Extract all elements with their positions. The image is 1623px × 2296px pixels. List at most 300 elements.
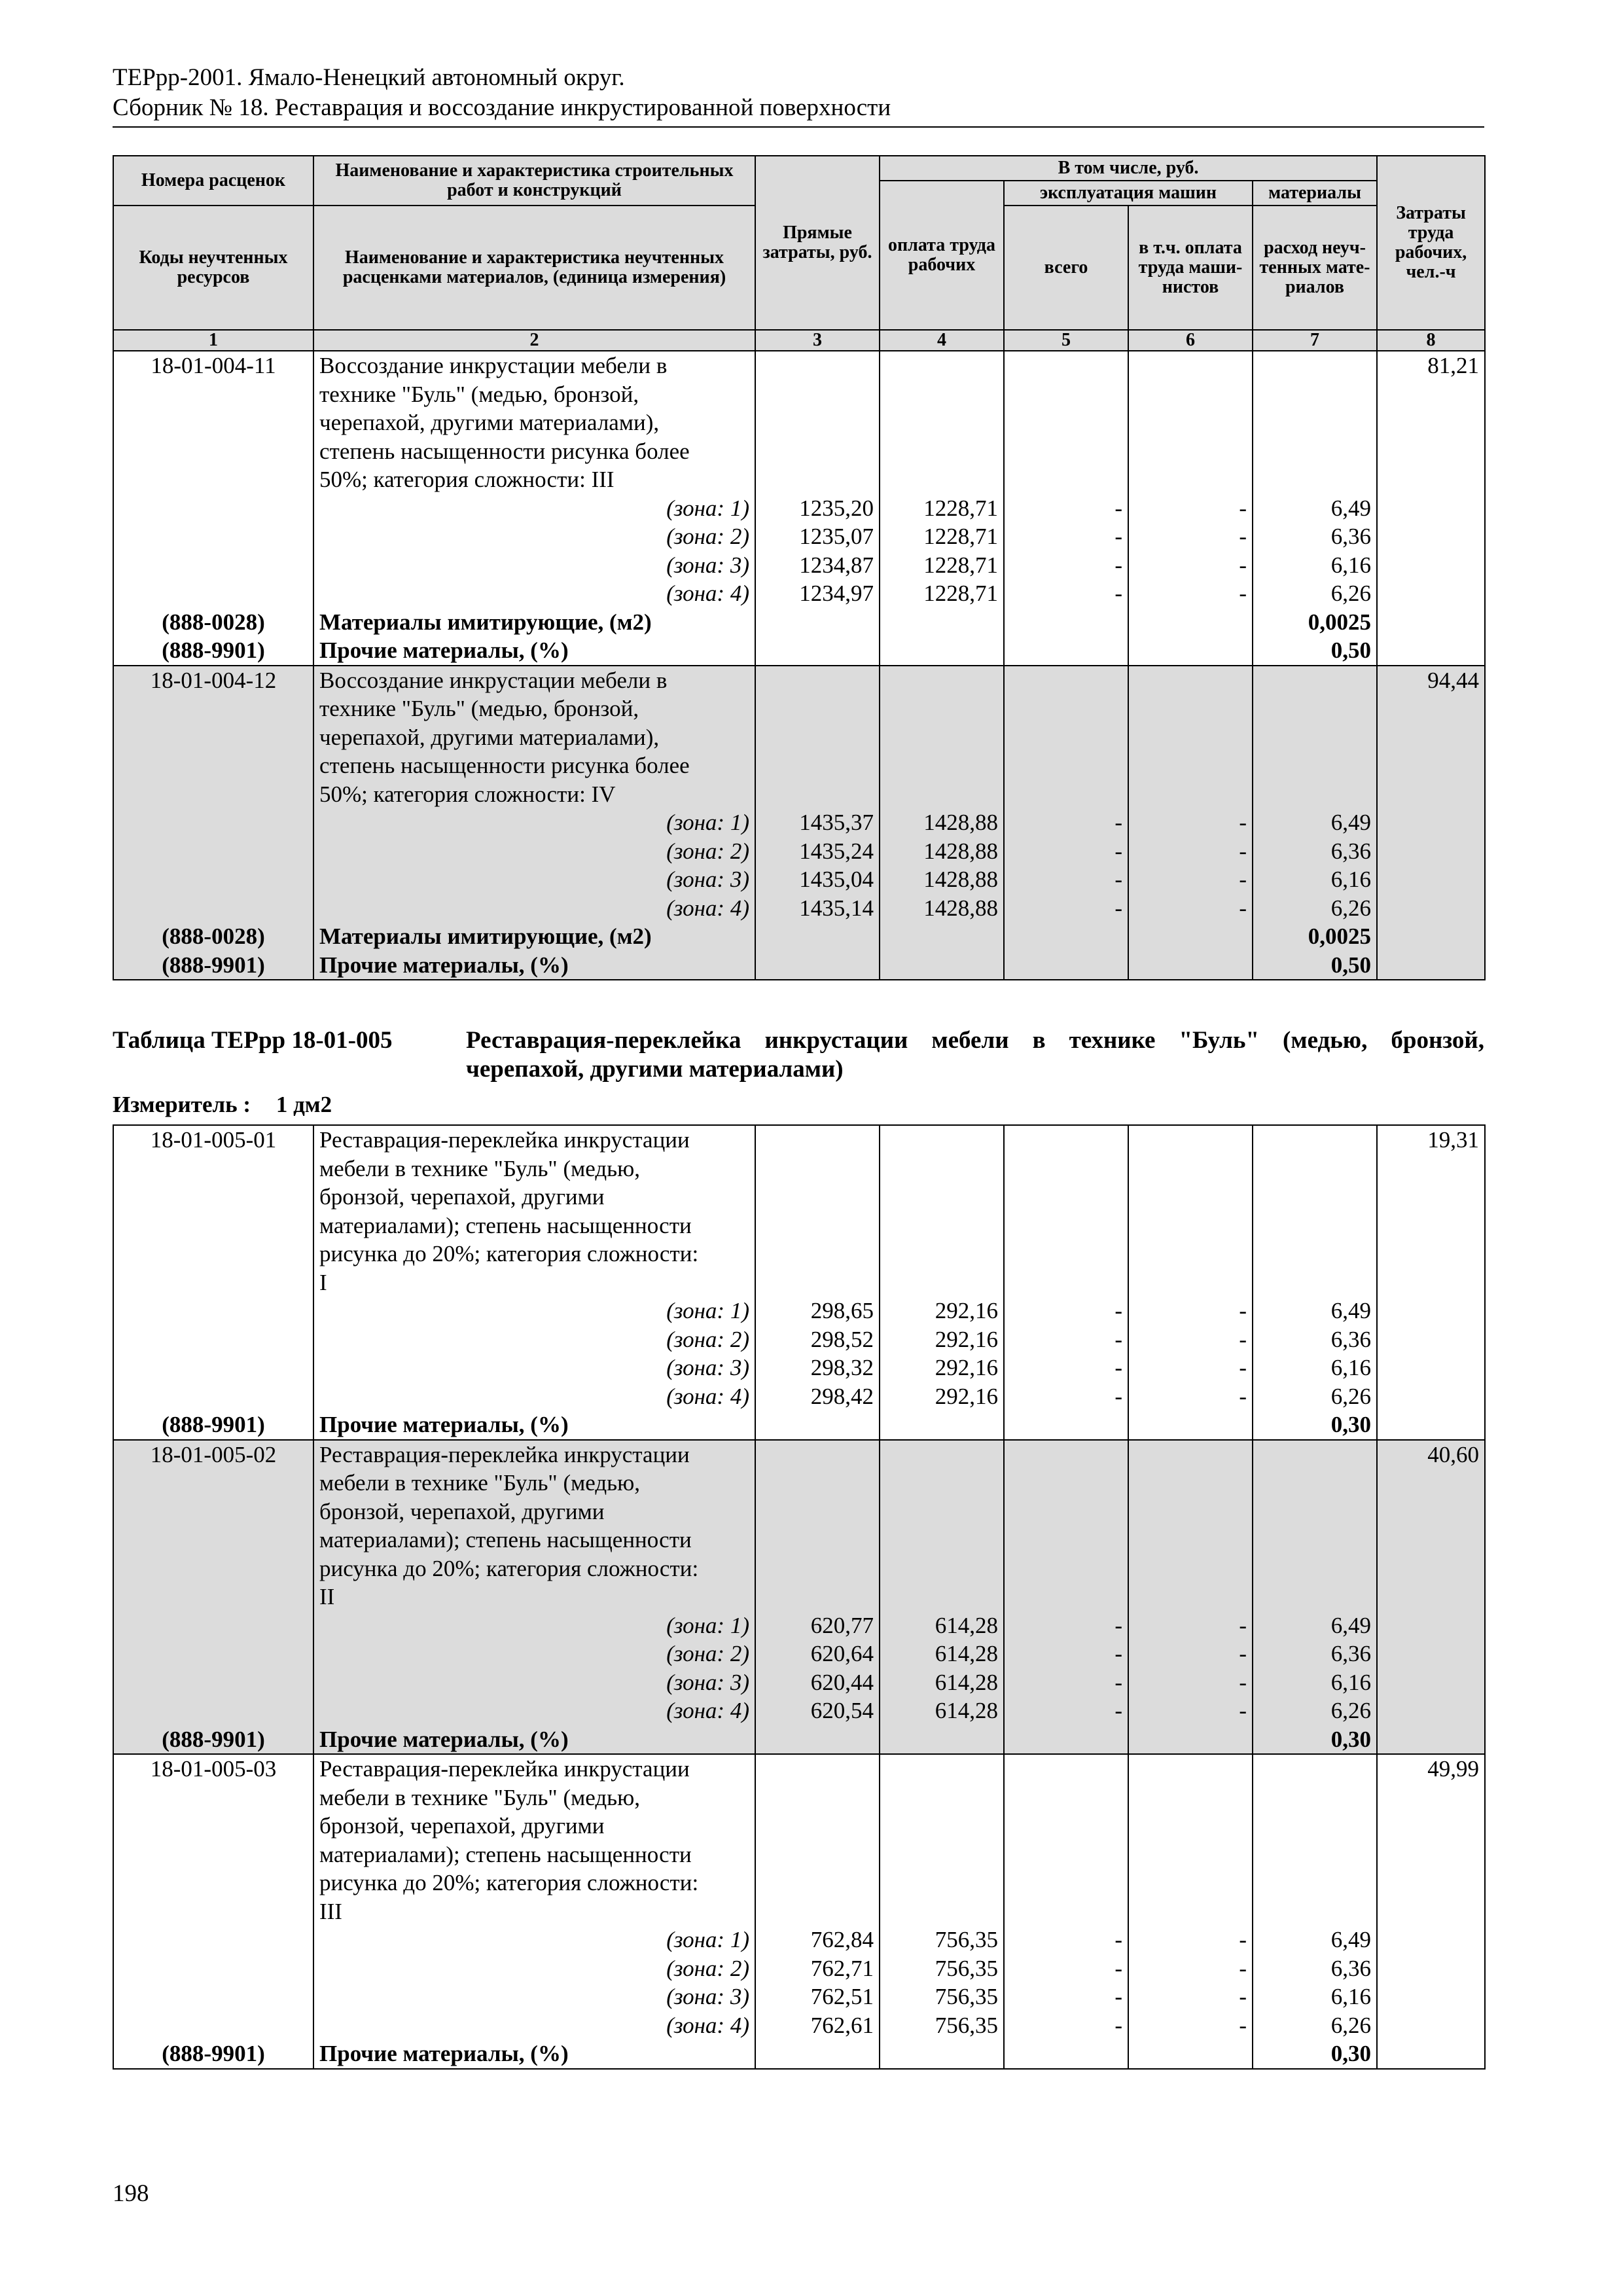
labor-pay xyxy=(880,780,1004,809)
rate-code xyxy=(113,808,313,837)
resource-name: Прочие материалы, (%) xyxy=(313,636,755,666)
rate-code xyxy=(113,1382,313,1411)
resource-name: Прочие материалы, (%) xyxy=(313,951,755,980)
labor-hours: 19,31 xyxy=(1377,1125,1485,1155)
table-row xyxy=(113,1268,1485,1297)
rate-description: черепахой, другими материалами), xyxy=(313,723,755,752)
machines-labor xyxy=(1128,951,1253,980)
machines-labor: - xyxy=(1128,1668,1253,1697)
rate-code xyxy=(113,1554,313,1583)
direct-cost xyxy=(755,1725,880,1755)
table-row xyxy=(113,837,1485,866)
zone-label: (зона: 4) xyxy=(313,1382,755,1411)
rate-code xyxy=(113,408,313,437)
materials: 6,26 xyxy=(1253,1382,1377,1411)
rate-code xyxy=(113,1498,313,1526)
direct-cost: 762,71 xyxy=(755,1954,880,1983)
rate-code xyxy=(113,837,313,866)
machines-labor: - xyxy=(1128,837,1253,866)
machines-labor xyxy=(1128,608,1253,637)
zone-label: (зона: 1) xyxy=(313,808,755,837)
col-head-rashod: расход неуч-тенных мате-риалов xyxy=(1253,206,1377,330)
labor-hours: 49,99 xyxy=(1377,1754,1485,1784)
labor-pay: 614,28 xyxy=(880,1640,1004,1668)
machines-total: - xyxy=(1004,894,1128,923)
direct-cost: 1235,20 xyxy=(755,494,880,523)
materials: 6,49 xyxy=(1253,1297,1377,1325)
table-row xyxy=(113,1325,1485,1354)
rate-description: технике "Буль" (медью, бронзой, xyxy=(313,380,755,409)
labor-pay xyxy=(880,465,1004,494)
header-line-1: ТЕРрр-2001. Ямало-Ненецкий автономный округ. xyxy=(113,64,625,91)
direct-cost xyxy=(755,751,880,780)
machines-total xyxy=(1004,780,1128,809)
direct-cost: 1435,37 xyxy=(755,808,880,837)
rate-code xyxy=(113,723,313,752)
table-row xyxy=(113,579,1485,608)
rate-description: рисунка до 20%; категория сложности: xyxy=(313,1869,755,1897)
rate-code xyxy=(113,437,313,466)
materials: 6,26 xyxy=(1253,2011,1377,2040)
zone-label: (зона: 3) xyxy=(313,865,755,894)
page-number: 198 xyxy=(113,2180,149,2207)
labor-hours xyxy=(1377,780,1485,809)
direct-cost xyxy=(755,1183,880,1211)
labor-hours xyxy=(1377,865,1485,894)
table-row xyxy=(113,1583,1485,1611)
machines-total xyxy=(1004,1897,1128,1926)
labor-pay xyxy=(880,1784,1004,1812)
machines-total xyxy=(1004,1498,1128,1526)
table-row xyxy=(113,1526,1485,1554)
machines-total xyxy=(1004,1268,1128,1297)
machines-total xyxy=(1004,723,1128,752)
table-row xyxy=(113,636,1485,666)
machines-labor: - xyxy=(1128,1382,1253,1411)
machines-labor: - xyxy=(1128,865,1253,894)
rate-description: III xyxy=(313,1897,755,1926)
rate-description: бронзой, черепахой, другими xyxy=(313,1498,755,1526)
labor-hours xyxy=(1377,608,1485,637)
zone-label: (зона: 1) xyxy=(313,494,755,523)
direct-cost xyxy=(755,1211,880,1240)
labor-pay xyxy=(880,1526,1004,1554)
labor-hours xyxy=(1377,1211,1485,1240)
machines-labor: - xyxy=(1128,1611,1253,1640)
zone-label: (зона: 1) xyxy=(313,1611,755,1640)
table-row xyxy=(113,865,1485,894)
rate-code xyxy=(113,1325,313,1354)
col-number: 5 xyxy=(1004,330,1128,351)
direct-cost xyxy=(755,1897,880,1926)
machines-labor xyxy=(1128,1554,1253,1583)
labor-pay xyxy=(880,380,1004,409)
materials: 6,49 xyxy=(1253,494,1377,523)
labor-pay xyxy=(880,1155,1004,1183)
table-row xyxy=(113,1754,1485,1784)
materials: 6,26 xyxy=(1253,579,1377,608)
table-row xyxy=(113,1297,1485,1325)
table-row xyxy=(113,1354,1485,1382)
direct-cost xyxy=(755,1268,880,1297)
zone-label: (зона: 1) xyxy=(313,1297,755,1325)
labor-pay xyxy=(880,408,1004,437)
direct-cost xyxy=(755,1784,880,1812)
col-head-naim2: Наименование и характеристика неучтенных расценками материалов, (единица измерения) xyxy=(313,206,755,330)
direct-cost xyxy=(755,1754,880,1784)
labor-pay: 292,16 xyxy=(880,1297,1004,1325)
rate-description: Реставрация-переклейка инкрустации xyxy=(313,1440,755,1469)
machines-labor xyxy=(1128,1725,1253,1755)
materials: 6,16 xyxy=(1253,1982,1377,2011)
rate-code xyxy=(113,1926,313,1954)
table-row xyxy=(113,1382,1485,1411)
direct-cost xyxy=(755,1440,880,1469)
col-head-oplata: оплата труда рабочих xyxy=(880,181,1004,330)
machines-labor: - xyxy=(1128,1325,1253,1354)
rate-code xyxy=(113,1211,313,1240)
direct-cost xyxy=(755,408,880,437)
labor-hours xyxy=(1377,2011,1485,2040)
table-row xyxy=(113,551,1485,580)
labor-hours xyxy=(1377,1382,1485,1411)
col-number: 6 xyxy=(1128,330,1253,351)
rate-description: Реставрация-переклейка инкрустации xyxy=(313,1125,755,1155)
zone-label: (зона: 3) xyxy=(313,1982,755,2011)
rate-code xyxy=(113,380,313,409)
labor-hours xyxy=(1377,1354,1485,1382)
labor-pay: 1228,71 xyxy=(880,579,1004,608)
direct-cost xyxy=(755,1554,880,1583)
machines-labor: - xyxy=(1128,1926,1253,1954)
materials xyxy=(1253,1583,1377,1611)
rate-code xyxy=(113,522,313,551)
direct-cost xyxy=(755,1410,880,1440)
direct-cost xyxy=(755,1583,880,1611)
measure-label: Измеритель : xyxy=(113,1092,251,1117)
machines-labor xyxy=(1128,1240,1253,1268)
rate-code xyxy=(113,1812,313,1840)
machines-total xyxy=(1004,1812,1128,1840)
table-row xyxy=(113,494,1485,523)
table-row xyxy=(113,351,1485,380)
labor-pay: 756,35 xyxy=(880,1982,1004,2011)
rate-description: рисунка до 20%; категория сложности: xyxy=(313,1240,755,1268)
rate-code xyxy=(113,1526,313,1554)
rate-code xyxy=(113,1784,313,1812)
machines-labor xyxy=(1128,1125,1253,1155)
machines-labor: - xyxy=(1128,808,1253,837)
table-row xyxy=(113,1125,1485,1155)
rate-code xyxy=(113,1897,313,1926)
machines-total xyxy=(1004,951,1128,980)
rate-code xyxy=(113,579,313,608)
table-row xyxy=(113,751,1485,780)
zone-label: (зона: 3) xyxy=(313,1354,755,1382)
machines-labor xyxy=(1128,666,1253,695)
direct-cost: 620,54 xyxy=(755,1696,880,1725)
table-row xyxy=(113,808,1485,837)
labor-hours xyxy=(1377,1668,1485,1697)
labor-pay: 1228,71 xyxy=(880,522,1004,551)
labor-hours: 81,21 xyxy=(1377,351,1485,380)
table-row xyxy=(113,1440,1485,1469)
table-row xyxy=(113,465,1485,494)
materials xyxy=(1253,1526,1377,1554)
resource-consumption: 0,30 xyxy=(1253,1410,1377,1440)
machines-total: - xyxy=(1004,494,1128,523)
direct-cost xyxy=(755,1526,880,1554)
materials xyxy=(1253,1498,1377,1526)
labor-hours xyxy=(1377,1325,1485,1354)
table-row xyxy=(113,408,1485,437)
col-head-ekspl: эксплуатация машин xyxy=(1004,181,1253,206)
labor-pay xyxy=(880,1897,1004,1926)
machines-labor xyxy=(1128,694,1253,723)
machines-labor: - xyxy=(1128,522,1253,551)
machines-total: - xyxy=(1004,1325,1128,1354)
direct-cost xyxy=(755,465,880,494)
rate-description: 50%; категория сложности: III xyxy=(313,465,755,494)
materials xyxy=(1253,1840,1377,1869)
machines-labor xyxy=(1128,723,1253,752)
rate-description: степень насыщенности рисунка более xyxy=(313,437,755,466)
rate-description: Воссоздание инкрустации мебели в xyxy=(313,351,755,380)
col-head-zatraty: Затраты труда рабочих, чел.-ч xyxy=(1377,156,1485,330)
machines-total xyxy=(1004,1554,1128,1583)
rate-code xyxy=(113,494,313,523)
zone-label: (зона: 2) xyxy=(313,522,755,551)
labor-pay xyxy=(880,1211,1004,1240)
machines-labor xyxy=(1128,1440,1253,1469)
machines-total xyxy=(1004,1440,1128,1469)
labor-pay xyxy=(880,1554,1004,1583)
machines-total xyxy=(1004,1240,1128,1268)
zone-label: (зона: 4) xyxy=(313,1696,755,1725)
machines-labor xyxy=(1128,780,1253,809)
labor-pay: 614,28 xyxy=(880,1696,1004,1725)
rate-description: материалами); степень насыщенности xyxy=(313,1211,755,1240)
rate-description: бронзой, черепахой, другими xyxy=(313,1183,755,1211)
machines-total xyxy=(1004,694,1128,723)
zone-label: (зона: 4) xyxy=(313,2011,755,2040)
labor-hours xyxy=(1377,751,1485,780)
machines-total: - xyxy=(1004,1640,1128,1668)
machines-labor xyxy=(1128,1840,1253,1869)
labor-hours xyxy=(1377,723,1485,752)
direct-cost xyxy=(755,694,880,723)
labor-hours xyxy=(1377,1784,1485,1812)
machines-labor xyxy=(1128,2039,1253,2069)
machines-total xyxy=(1004,1869,1128,1897)
materials xyxy=(1253,666,1377,695)
machines-labor xyxy=(1128,1155,1253,1183)
machines-total: - xyxy=(1004,2011,1128,2040)
labor-hours xyxy=(1377,551,1485,580)
labor-hours xyxy=(1377,1840,1485,1869)
resource-code: (888-0028) xyxy=(113,608,313,637)
materials xyxy=(1253,1268,1377,1297)
labor-hours xyxy=(1377,1926,1485,1954)
direct-cost xyxy=(755,380,880,409)
machines-total: - xyxy=(1004,1297,1128,1325)
col-number: 4 xyxy=(880,330,1004,351)
table-row xyxy=(113,951,1485,980)
machines-total xyxy=(1004,1754,1128,1784)
machines-labor xyxy=(1128,1784,1253,1812)
rate-code: 18-01-004-12 xyxy=(113,666,313,695)
labor-pay: 292,16 xyxy=(880,1382,1004,1411)
machines-labor: - xyxy=(1128,494,1253,523)
labor-hours xyxy=(1377,1498,1485,1526)
materials: 6,26 xyxy=(1253,1696,1377,1725)
direct-cost: 762,61 xyxy=(755,2011,880,2040)
rate-code xyxy=(113,894,313,923)
machines-labor xyxy=(1128,1211,1253,1240)
resource-code: (888-9901) xyxy=(113,2039,313,2069)
materials xyxy=(1253,408,1377,437)
labor-hours xyxy=(1377,1869,1485,1897)
machines-total xyxy=(1004,1469,1128,1498)
direct-cost: 1234,87 xyxy=(755,551,880,580)
table-row xyxy=(113,1498,1485,1526)
machines-total: - xyxy=(1004,865,1128,894)
materials xyxy=(1253,1897,1377,1926)
materials xyxy=(1253,1554,1377,1583)
direct-cost: 298,32 xyxy=(755,1354,880,1382)
machines-labor: - xyxy=(1128,2011,1253,2040)
materials: 6,16 xyxy=(1253,1354,1377,1382)
table-row xyxy=(113,780,1485,809)
direct-cost xyxy=(755,1240,880,1268)
direct-cost: 1234,97 xyxy=(755,579,880,608)
machines-total xyxy=(1004,608,1128,637)
table-row xyxy=(113,1668,1485,1697)
resource-code: (888-9901) xyxy=(113,951,313,980)
resource-code: (888-9901) xyxy=(113,1725,313,1755)
resource-name: Прочие материалы, (%) xyxy=(313,1410,755,1440)
direct-cost xyxy=(755,1125,880,1155)
materials xyxy=(1253,1183,1377,1211)
machines-total xyxy=(1004,1840,1128,1869)
resource-code: (888-9901) xyxy=(113,1410,313,1440)
resource-name: Прочие материалы, (%) xyxy=(313,2039,755,2069)
labor-pay xyxy=(880,1469,1004,1498)
machines-total: - xyxy=(1004,1982,1128,2011)
machines-labor xyxy=(1128,408,1253,437)
materials xyxy=(1253,751,1377,780)
labor-hours xyxy=(1377,579,1485,608)
labor-hours xyxy=(1377,1268,1485,1297)
table-row xyxy=(113,1696,1485,1725)
direct-cost: 1235,07 xyxy=(755,522,880,551)
materials xyxy=(1253,1211,1377,1240)
materials: 6,36 xyxy=(1253,522,1377,551)
rate-code xyxy=(113,1268,313,1297)
rate-code xyxy=(113,1183,313,1211)
materials xyxy=(1253,694,1377,723)
labor-pay xyxy=(880,351,1004,380)
materials xyxy=(1253,1155,1377,1183)
labor-hours xyxy=(1377,1554,1485,1583)
machines-labor xyxy=(1128,351,1253,380)
rate-code xyxy=(113,1869,313,1897)
rate-description: рисунка до 20%; категория сложности: xyxy=(313,1554,755,1583)
machines-labor xyxy=(1128,1869,1253,1897)
zone-label: (зона: 4) xyxy=(313,579,755,608)
materials xyxy=(1253,437,1377,466)
machines-total: - xyxy=(1004,808,1128,837)
machines-labor: - xyxy=(1128,1954,1253,1983)
machines-total xyxy=(1004,465,1128,494)
machines-labor xyxy=(1128,751,1253,780)
table-row xyxy=(113,1554,1485,1583)
rate-description: мебели в технике "Буль" (медью, xyxy=(313,1784,755,1812)
direct-cost xyxy=(755,437,880,466)
machines-labor: - xyxy=(1128,1297,1253,1325)
labor-hours xyxy=(1377,1696,1485,1725)
labor-pay: 292,16 xyxy=(880,1325,1004,1354)
col-number: 1 xyxy=(113,330,313,351)
resource-name: Материалы имитирующие, (м2) xyxy=(313,608,755,637)
direct-cost xyxy=(755,1812,880,1840)
direct-cost xyxy=(755,1498,880,1526)
machines-total xyxy=(1004,351,1128,380)
direct-cost: 298,52 xyxy=(755,1325,880,1354)
rate-code xyxy=(113,1240,313,1268)
rate-code xyxy=(113,465,313,494)
materials xyxy=(1253,780,1377,809)
machines-total xyxy=(1004,437,1128,466)
table-row xyxy=(113,1897,1485,1926)
labor-pay: 756,35 xyxy=(880,1954,1004,1983)
machines-labor: - xyxy=(1128,1640,1253,1668)
labor-hours xyxy=(1377,1155,1485,1183)
labor-hours xyxy=(1377,522,1485,551)
machines-labor xyxy=(1128,1410,1253,1440)
table-row xyxy=(113,2011,1485,2040)
rate-description: материалами); степень насыщенности xyxy=(313,1526,755,1554)
rate-description: мебели в технике "Буль" (медью, xyxy=(313,1469,755,1498)
zone-label: (зона: 2) xyxy=(313,837,755,866)
rate-code xyxy=(113,1469,313,1498)
machines-total: - xyxy=(1004,551,1128,580)
labor-hours xyxy=(1377,1583,1485,1611)
materials: 6,36 xyxy=(1253,1954,1377,1983)
machines-labor: - xyxy=(1128,894,1253,923)
labor-pay: 614,28 xyxy=(880,1611,1004,1640)
col-head-materialy: материалы xyxy=(1253,181,1377,206)
rate-code xyxy=(113,1840,313,1869)
labor-hours xyxy=(1377,1240,1485,1268)
table-row xyxy=(113,922,1485,951)
machines-total xyxy=(1004,1211,1128,1240)
col-number: 7 xyxy=(1253,330,1377,351)
table-row xyxy=(113,723,1485,752)
table-row xyxy=(113,694,1485,723)
rate-code xyxy=(113,1583,313,1611)
labor-pay xyxy=(880,951,1004,980)
table-row xyxy=(113,380,1485,409)
machines-labor xyxy=(1128,380,1253,409)
labor-pay xyxy=(880,1583,1004,1611)
materials: 6,26 xyxy=(1253,894,1377,923)
materials xyxy=(1253,1812,1377,1840)
labor-hours xyxy=(1377,1725,1485,1755)
direct-cost xyxy=(755,608,880,637)
machines-total: - xyxy=(1004,522,1128,551)
labor-hours xyxy=(1377,951,1485,980)
